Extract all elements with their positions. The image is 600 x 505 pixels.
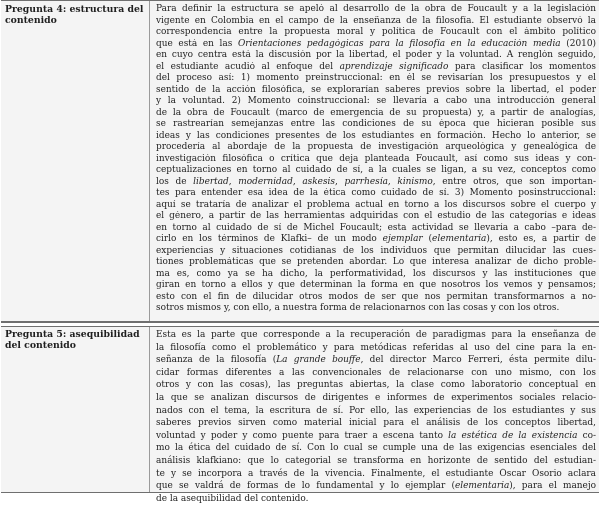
column-divider	[149, 1, 150, 321]
paragraph-line: aquí se trataría de analizar el problema actual en torno a los discursos sobre el cuerpo y	[156, 199, 596, 210]
paragraph-line: te y se incorpora a través de la vivencia. Finalmente, el estudiante Óscar Osorio aclara	[156, 468, 596, 479]
paragraph-line: ma es, como ya se ha dicho, la performatividad, los discursos y las instituciones que	[156, 268, 596, 279]
paragraph-line: señanza de la filosofía (La grande bouffe, del director Marco Ferreri, ésta permite dilu-	[156, 355, 596, 366]
paragraph-line: la filosofía como el problemático y para metódicas referidas al uso del cine para la en-	[156, 342, 596, 353]
paragraph-line: tes para entender esa idea de la ética como cuidado de sí. 3) Momento posinstruccional:	[156, 188, 596, 198]
column-divider	[149, 327, 150, 492]
paragraph-line: en cuyo centra está la discusión por la libertad, el poder y la voluntad. A renglón seguido,	[156, 50, 596, 60]
paragraph-line: ideas y las condiciones presentes de los estudiantes en formación. Hecho lo anterior, se	[156, 130, 596, 141]
paragraph-line: de la asequibilidad del contenido.	[156, 493, 309, 504]
paragraph-line: Esta es la parte que corresponde a la recuperación de paradigmas para la enseñanza de	[156, 330, 596, 340]
paragraph-line: la que se analizan discursos de dirigentes e informes de experimentos sociales relacio-	[156, 392, 596, 403]
row-label-line: Pregunta 4: estructura del	[5, 4, 144, 15]
paragraph-line: esto con el fin de dilucidar otros modos de ser que nos permitan transformarnos a no-	[156, 291, 596, 302]
row-content	[156, 4, 596, 315]
paragraph-line: que se valdrá de formas de lo fundamental y lo ejemplar (elementaria), para el manejo	[156, 481, 596, 492]
paragraph-line: el género, a partir de las herramientas adquiridas con el estudio de las categorías e ideas	[156, 211, 596, 221]
paragraph-line: sentido de la acción filosófica, se explorarían saberes previos sobre la libertad, el poder	[156, 84, 596, 95]
paragraph-line: vigente en Colombia en el campo de la enseñanza de la filosofía. El estudiante observó la	[156, 15, 596, 26]
row-label	[5, 329, 145, 352]
paragraph-line: otros y con las cosas), las preguntas abiertas, la clase como laboratorio conceptual en	[156, 380, 596, 391]
table-row-question-5	[1, 326, 599, 504]
paragraph-line: del proceso así: 1) momento preinstruccional: en él se revisarían los presupuestos y el	[156, 73, 596, 83]
row-content	[156, 329, 596, 505]
paragraph-line: cirlo en los términos de Klafki– de un modo ejemplar (elementaria), esto es, a partir de	[156, 234, 596, 244]
row-label-line: del contenido	[5, 340, 77, 352]
row-label-line: contenido	[5, 15, 57, 27]
paragraph-line: en torno al cuidado de sí de Michel Foucault; esta actividad se llevaría a cabo –para de-	[156, 222, 596, 233]
paragraph-line: correspondencia entre la propuesta moral y política de Foucault con el ámbito político	[156, 27, 596, 37]
paragraph-line: ceptualizaciones en torno al cuidado de sí, a la cuales se ligan, a su vez, conceptos como	[156, 165, 596, 175]
paragraph-line: sotros mismos y, con ello, a nuestra forma de relacionarnos con las cosas y con los otros.	[156, 303, 560, 313]
paragraph-line: Para definir la estructura se apeló al desarrollo de la obra de Foucault y a la legislación	[156, 4, 596, 14]
paragraph-line: tiones problemáticas que se pretenden abordar. Lo que interesa analizar de dicho proble-	[156, 257, 596, 267]
paragraph-line: los de libertad, modernidad, askesis, parrhesía, kinismo, entre otros, que son importan-	[156, 176, 596, 187]
paragraph-line: se rastrearían semejanzas entre las condiciones de su época que hicieran posible sus	[156, 119, 596, 129]
row-label	[5, 4, 145, 27]
row-label-line: Pregunta 5: asequibilidad	[5, 329, 140, 340]
paragraph-line: análisis klafkiano: que lo categorial se transforma en horizonte de sentido del estudian-	[156, 455, 596, 466]
paragraph-line: saberes previos sirven como material inicial para el análisis de los conceptos libertad,	[156, 418, 596, 429]
paragraph-line: mo la ética del cuidado de sí. Con lo cual se cumple una de las exigencias esenciales del	[156, 443, 596, 454]
paragraph-line: el estudiante acudió al enfoque del aprendizaje significado para clasificar los momentos	[156, 61, 596, 72]
paragraph-line: voluntad y poder y como puente para traer a escena tanto la estética de la existencia co-	[156, 430, 596, 441]
document-table	[1, 0, 599, 504]
paragraph-line: procedería al abordaje de la propuesta de investigación arqueológica y genealógica de	[156, 142, 596, 152]
paragraph-line: de la obra de Foucault (marco de emergencia de su propuesta) y, a partir de analogías,	[156, 107, 596, 118]
paragraph-line: investigación filosófica o crítica que deja planteada Foucault, así como sus ideas y con-	[156, 153, 596, 164]
paragraph-line: experiencias y situaciones cotidianas de los individuos que permitan dilucidar las cues-	[156, 245, 596, 256]
table-row-question-4	[1, 0, 599, 323]
paragraph-line: giran en torno a ellos y que determinan la forma en que nosotros los vemos y pensamos;	[156, 280, 596, 290]
paragraph-line: y la voluntad. 2) Momento coinstruccional: se llevaría a cabo una introducción general	[156, 96, 596, 106]
paragraph-line: nados con el tema, la escritura de sí. Por ello, las experiencias de los estudiantes y sus	[156, 405, 596, 416]
paragraph-line: que está en las Orientaciones pedagógicas para la filosofía en la educación media (2010)	[156, 38, 596, 49]
paragraph-line: cidar formas diferentes a las convencionales de relacionarse con uno mismo, con los	[156, 367, 596, 378]
